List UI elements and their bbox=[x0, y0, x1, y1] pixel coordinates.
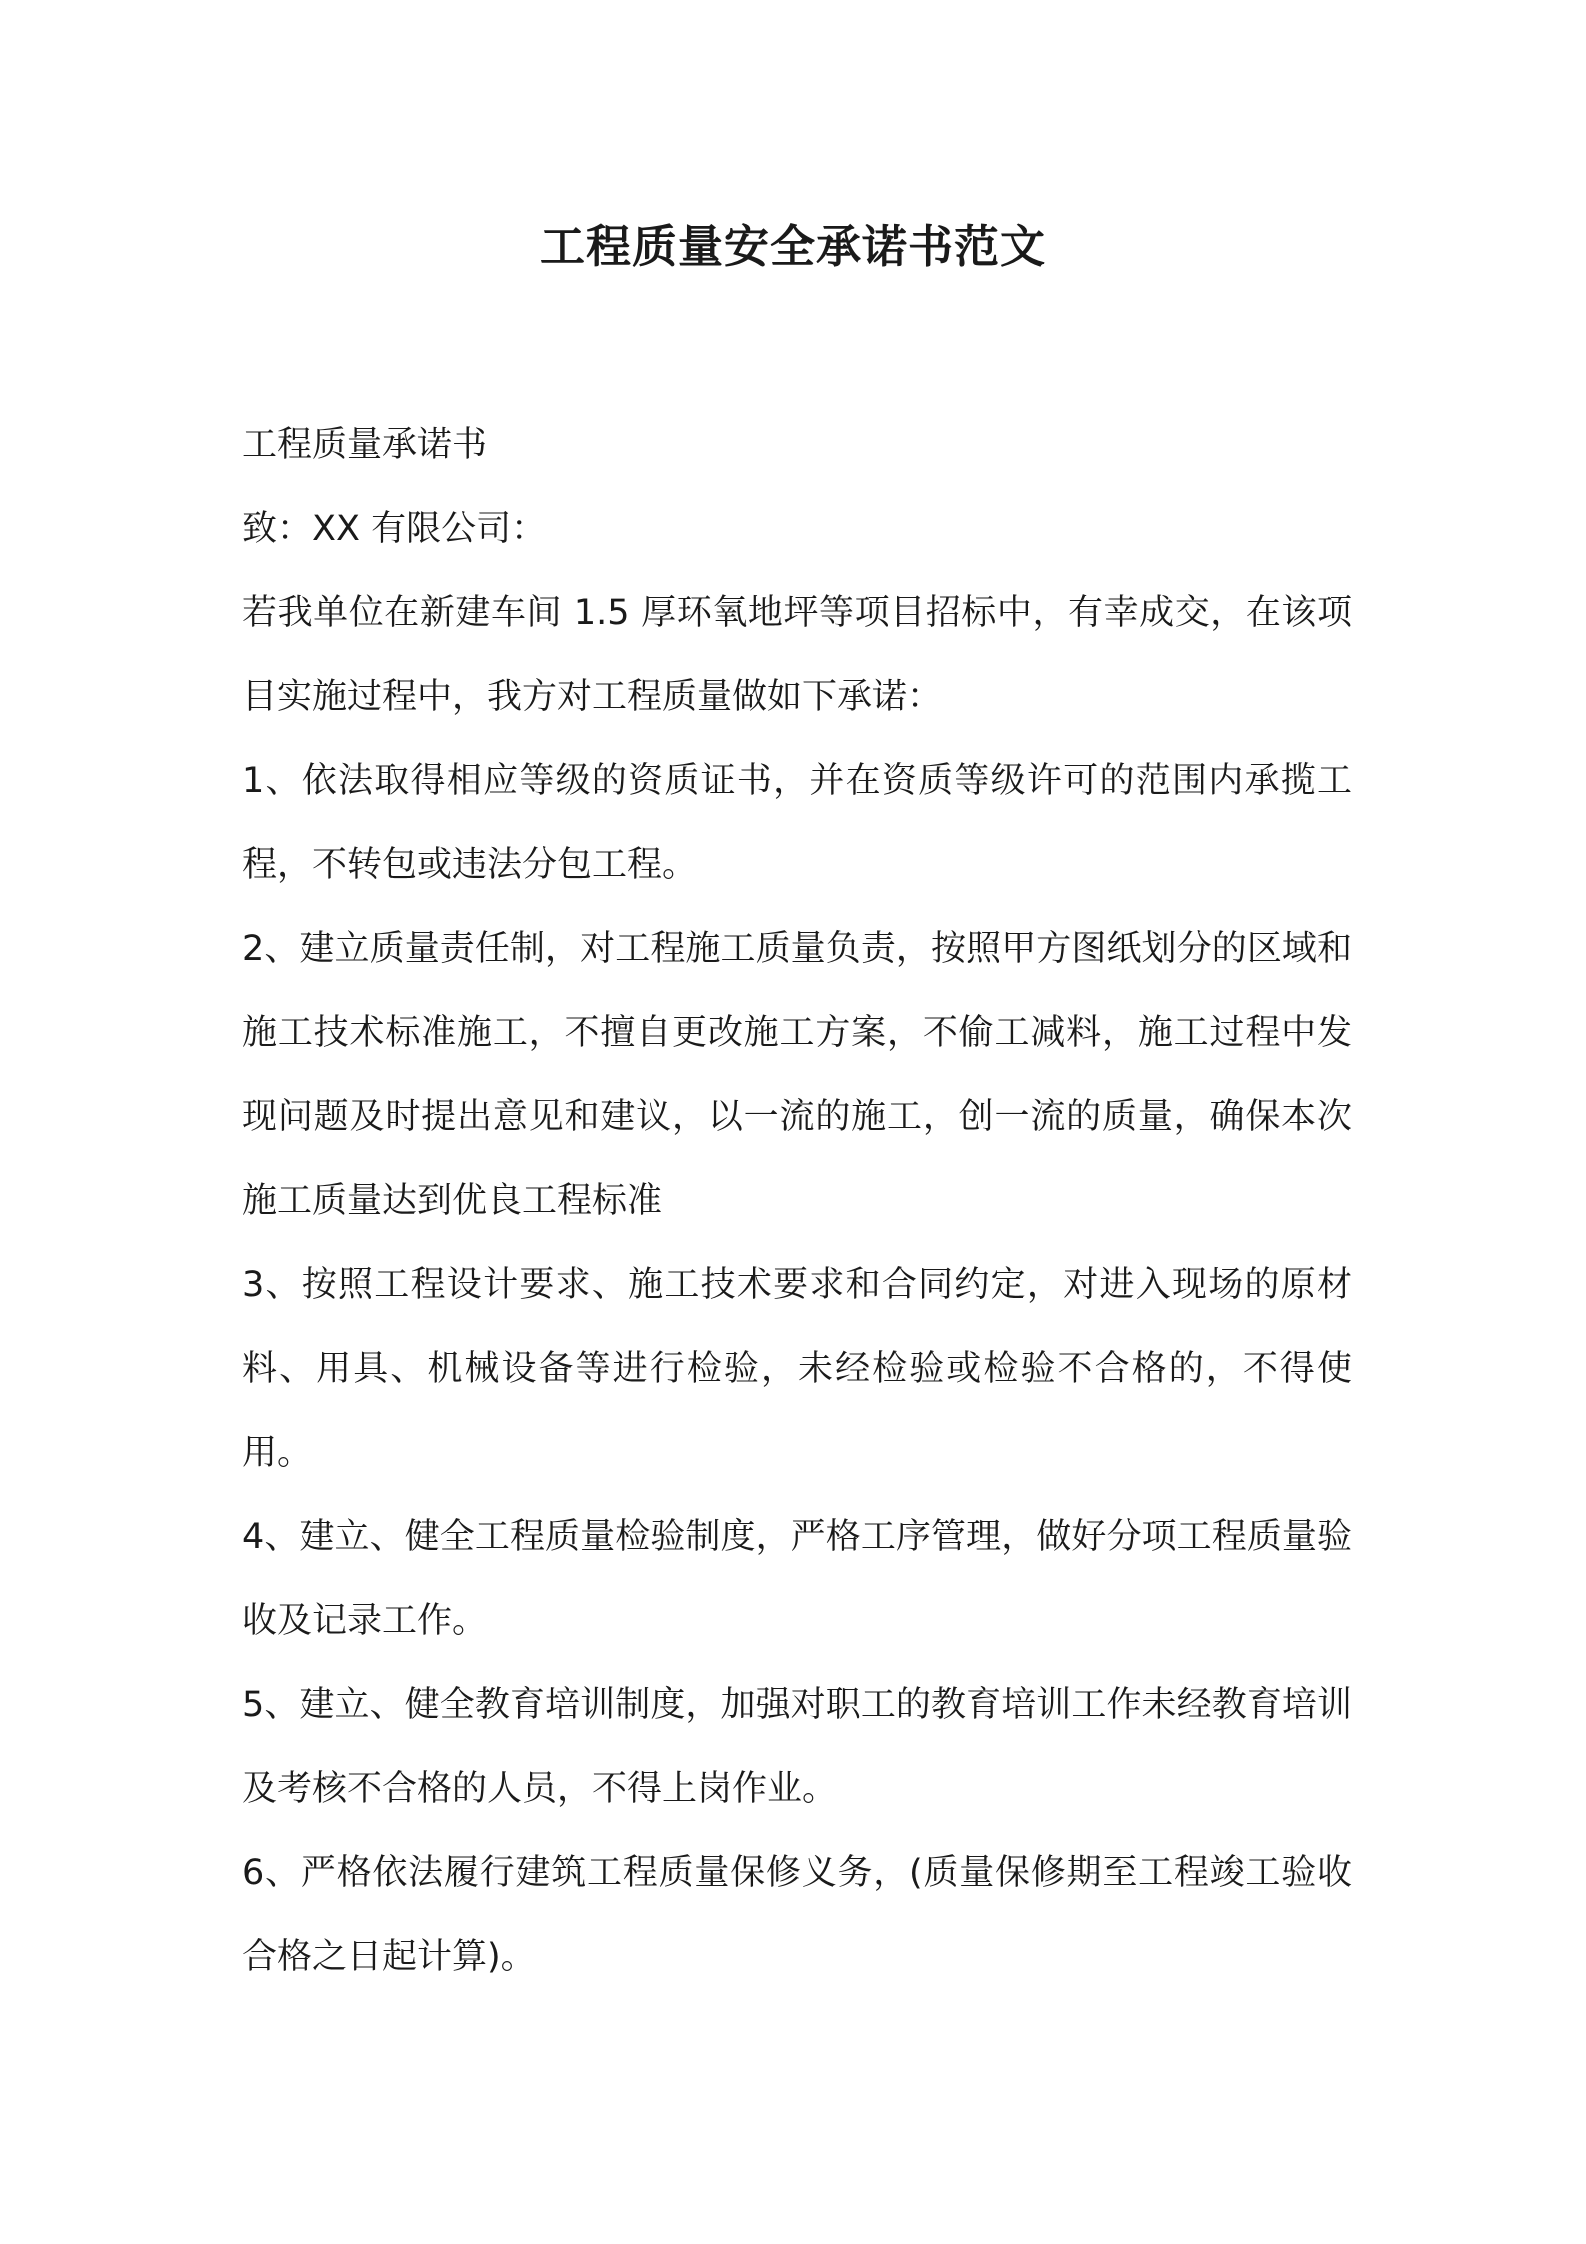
paragraph-item-6: 6、严格依法履行建筑工程质量保修义务，(质量保修期至工程竣工验收合格之日起计算)。 bbox=[242, 1853, 1352, 1977]
document-body bbox=[242, 403, 1352, 1999]
paragraph-item-4: 4、建立、健全工程质量检验制度，严格工序管理，做好分项工程质量验收及记录工作。 bbox=[242, 1517, 1352, 1641]
paragraph-item-3: 3、按照工程设计要求、施工技术要求和合同约定，对进入现场的原材料、用具、机械设备等进行检验，未经检验或检验不合格的，不得使用。 bbox=[242, 1265, 1352, 1473]
paragraph-item-2: 2、建立质量责任制，对工程施工质量负责，按照甲方图纸划分的区域和施工技术标准施工，不擅自更改施工方案，不偷工减料，施工过程中发现问题及时提出意见和建议，以一流的施工，创一流的质量，确保本次施工质量达到优良工程标准 bbox=[242, 929, 1352, 1221]
paragraph-item-5: 5、建立、健全教育培训制度，加强对职工的教育培训工作未经教育培训及考核不合格的人员，不得上岗作业。 bbox=[242, 1685, 1352, 1809]
paragraph-item-1: 1、依法取得相应等级的资质证书，并在资质等级许可的范围内承揽工程，不转包或违法分包工程。 bbox=[242, 761, 1352, 885]
document-title: 工程质量安全承诺书范文 bbox=[539, 220, 1046, 273]
paragraph-intro: 若我单位在新建车间 1.5 厚环氧地坪等项目招标中，有幸成交，在该项目实施过程中，我方对工程质量做如下承诺： bbox=[242, 593, 1352, 717]
addressee-line: 致：XX 有限公司： bbox=[242, 509, 547, 549]
section-heading: 工程质量承诺书 bbox=[242, 425, 488, 465]
